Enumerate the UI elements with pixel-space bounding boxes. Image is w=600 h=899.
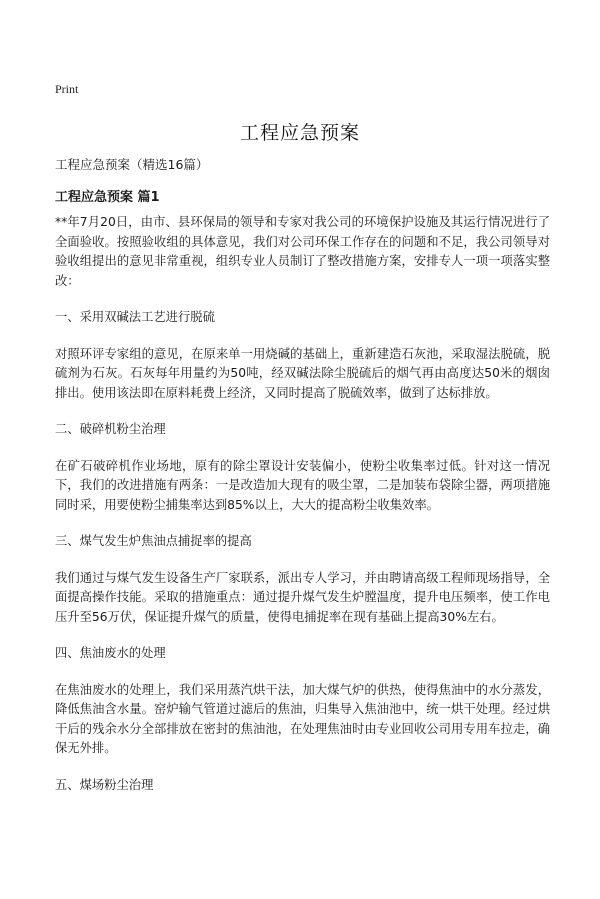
paragraph: 我们通过与煤气发生设备生产厂家联系，派出专人学习，并由聘请高级工程师现场指导，全面提高操作技能。采取的措施重点：通过提升煤气发生炉膛温度，提升电压频率，使工作电压升至56万伏，保证提升煤气的质量，使得电捕捉率在现有基础上提高30%左右。 <box>55 570 550 624</box>
subheading: 一、采用双碱法工艺进行脱硫 <box>55 310 215 324</box>
paragraph: **年7月20日，由市、县环保局的领导和专家对我公司的环境保护设施及其运行情况进行了全面验收。按照验收组的具体意见，我们对公司环保工作存在的问题和不足，我公司领导对验收组提出的意见非常重视，组织专业人员制订了整改措施方案，安排专人一项一项落实整改： <box>55 215 550 288</box>
section-heading: 工程应急预案 篇1 <box>55 190 160 205</box>
document-body <box>55 213 550 812</box>
print-label: Print <box>55 82 79 96</box>
subheading: 五、煤场粉尘治理 <box>55 777 154 792</box>
document-subtitle: 工程应急预案（精选16篇） <box>55 157 209 172</box>
subheading: 二、破碎机粉尘治理 <box>55 422 166 436</box>
page-title: 工程应急预案 <box>239 122 360 144</box>
paragraph: 对照环评专家组的意见，在原来单一用烧碱的基础上，重新建造石灰池，采取湿法脱硫，脱硫剂为石灰。石灰每年用量约为50吨，经双碱法除尘脱硫后的烟气再由高度达50米的烟囱排出。使用该法即在原料耗费上经济，又同时提高了脱硫效率，做到了达标排放。 <box>55 346 550 400</box>
paragraph: 在矿石破碎机作业场地，原有的除尘罩设计安装偏小，使粉尘收集率过低。针对这一情况下，我们的改进措施有两条：一是改造加大现有的吸尘罩，二是加装布袋除尘器，两项措施同时采，用要使粉尘捕集率达到85%以上，大大的提高粉尘收集效率。 <box>55 458 550 512</box>
subheading: 四、焦油废水的处理 <box>55 646 166 660</box>
paragraph: 在焦油废水的处理上，我们采用蒸汽烘干法，加大煤气炉的供热，使得焦油中的水分蒸发，降低焦油含水量。窑炉输气管道过滤后的焦油，归集导入焦油池中，统一烘干处理。经过烘干后的残余水分全部排放在密封的焦油池，在处理焦油时由专业回收公司用专用车拉走，确保无外排。 <box>55 682 550 755</box>
subheading: 三、煤气发生炉焦油点捕捉率的提高 <box>55 534 252 548</box>
